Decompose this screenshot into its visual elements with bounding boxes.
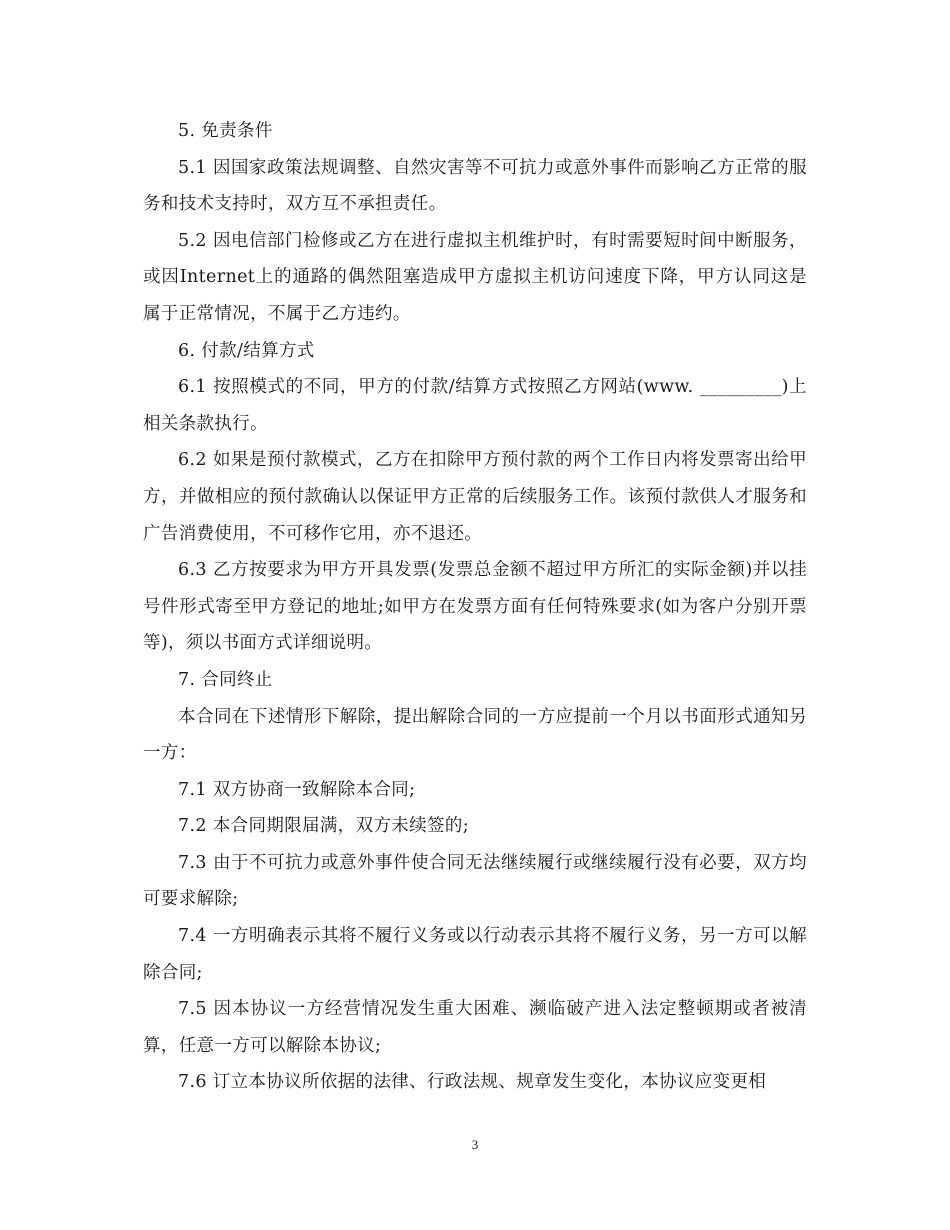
termination-intro: 本合同在下述情形下解除，提出解除合同的一方应提前一个月以书面形式通知另一方：: [143, 706, 807, 764]
clause-7-5: 7.5 因本协议一方经营情况发生重大困难、濒临破产进入法定整顿期或者被清算，任意一方可以解除本协议;: [143, 999, 807, 1056]
section-heading-termination: 7. 合同终止: [178, 669, 273, 690]
clause-7-3: 7.3 由于不可抗力或意外事件使合同无法继续履行或继续履行没有必要，双方均可要求解除;: [143, 852, 807, 910]
clause-6-1: 6.1 按照模式的不同，甲方的付款/结算方式按照乙方网站(www. _________)上相关条款执行。: [143, 377, 807, 434]
clause-7-1: 7.1 双方协商一致解除本合同;: [178, 779, 416, 800]
clause-5-2: 5.2 因电信部门检修或乙方在进行虚拟主机维护时，有时需要短时间中断服务，或因Internet上的通路的偶然阻塞造成甲方虚拟主机访问速度下降，甲方认同这是属于正常情况，不属于乙方违约。: [143, 230, 807, 324]
clause-7-2: 7.2 本合同期限届满，双方未续签的;: [178, 816, 469, 837]
document-body: [143, 113, 807, 1101]
clause-6-2: 6.2 如果是预付款模式，乙方在扣除甲方预付款的两个工作日内将发票寄出给甲方，并做相应的预付款确认以保证甲方正常的后续服务工作。该预付款供人才服务和广告消费使用，不可移作它用，亦不退还。: [143, 450, 807, 544]
clause-6-3: 6.3 乙方按要求为甲方开具发票(发票总金额不超过甲方所汇的实际金额)并以挂号件形式寄至甲方登记的地址;如甲方在发票方面有任何特殊要求(如为客户分别开票等)，须以书面方式详细说明。: [143, 560, 807, 654]
clause-5-1: 5.1 因国家政策法规调整、自然灾害等不可抗力或意外事件而影响乙方正常的服务和技术支持时，双方互不承担责任。: [143, 157, 807, 215]
clause-7-6: 7.6 订立本协议所依据的法律、行政法规、规章发生变化，本协议应变更相: [178, 1072, 767, 1093]
clause-7-4: 7.4 一方明确表示其将不履行义务或以行动表示其将不履行义务，另一方可以解除合同;: [143, 926, 807, 983]
section-heading-exemption: 5. 免责条件: [178, 121, 273, 141]
page-number: 3: [471, 1137, 479, 1152]
section-heading-payment: 6. 付款/结算方式: [178, 340, 315, 361]
